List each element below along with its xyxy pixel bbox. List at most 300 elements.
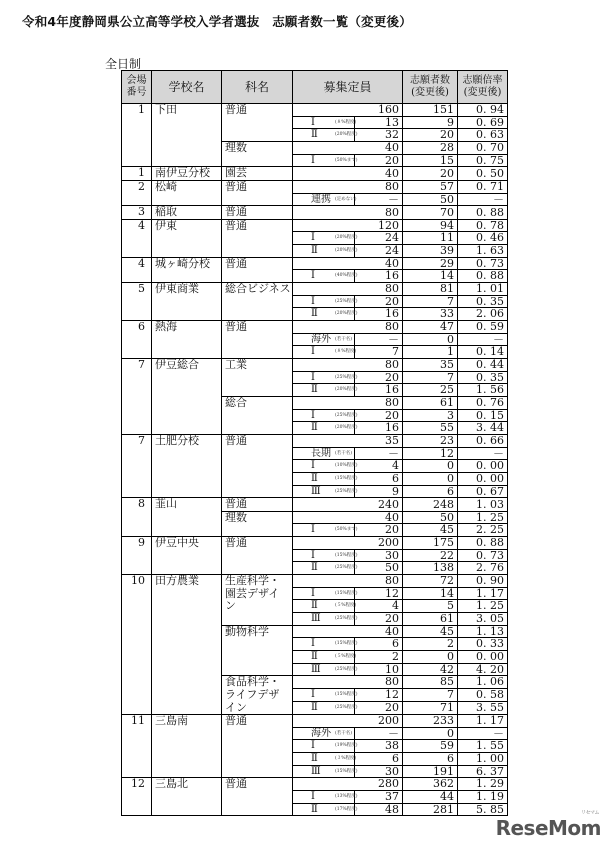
school-number: 3 xyxy=(122,206,152,220)
quota: 80 xyxy=(293,283,403,296)
ratio: 0. 90 xyxy=(458,575,508,588)
document-title: 令和4年度静岡県公立高等学校入学者選抜 志願者数一覧（変更後） xyxy=(22,14,412,29)
selection-label: Ⅱ xyxy=(311,600,318,612)
quota: 24 xyxy=(355,232,403,245)
school-name: 三島北 xyxy=(152,778,222,816)
quota: 80 xyxy=(293,359,403,372)
ratio: 0. 14 xyxy=(458,346,508,359)
table-row xyxy=(122,778,508,791)
school-name: 熱海 xyxy=(152,321,222,359)
quota: 40 xyxy=(293,167,403,181)
header-quota: 募集定員 xyxy=(293,71,403,104)
header-no xyxy=(122,71,152,104)
selection-type xyxy=(293,753,355,766)
selection-note: (５%程度) xyxy=(335,603,357,609)
ratio: 0. 78 xyxy=(458,219,508,232)
quota: 80 xyxy=(293,575,403,588)
header-school: 学校名 xyxy=(152,71,222,104)
quota: 6 xyxy=(355,753,403,766)
ratio: 0. 63 xyxy=(458,129,508,142)
selection-label: Ⅲ xyxy=(311,765,321,777)
selection-note: (15%程度) xyxy=(335,692,358,698)
selection-label: Ⅰ xyxy=(311,116,315,128)
selection-type xyxy=(293,472,358,485)
ratio: 3. 05 xyxy=(458,613,508,626)
selection-label: Ⅲ xyxy=(311,663,321,675)
header-applicants-line2: (変更後) xyxy=(411,87,449,98)
selection-type xyxy=(293,245,358,258)
quota: 80 xyxy=(293,180,403,193)
selection-type xyxy=(293,613,358,626)
applicants: 59 xyxy=(403,740,458,753)
applicants: 0 xyxy=(403,333,458,346)
ratio: 0. 69 xyxy=(458,116,508,129)
course-name: 食品科学・ライフデザイン xyxy=(222,676,293,715)
school-name: 韮山 xyxy=(152,498,222,537)
quota: 20 xyxy=(355,295,403,308)
applicants: 3 xyxy=(403,409,458,422)
selection-note: (50%まで) xyxy=(335,157,358,163)
applicants: 2 xyxy=(403,638,458,651)
selection-label: Ⅱ xyxy=(311,562,318,574)
table-row xyxy=(122,283,508,296)
selection-note: (15%程度) xyxy=(335,552,358,558)
selection-label: Ⅰ xyxy=(311,689,315,701)
header-ratio-line1: 志願倍率 xyxy=(462,75,503,86)
table-row xyxy=(122,321,508,334)
selection-note: (25%程度) xyxy=(335,565,358,571)
course-name: 普通 xyxy=(222,180,293,205)
quota: 6 xyxy=(355,472,403,485)
selection-label: Ⅱ xyxy=(311,308,318,320)
applicants: 85 xyxy=(403,676,458,689)
selection-label: Ⅰ xyxy=(311,371,315,383)
ratio: 1. 17 xyxy=(458,587,508,600)
ratio: 0. 88 xyxy=(458,270,508,283)
ratio: 0. 46 xyxy=(458,232,508,245)
selection-label: Ⅰ xyxy=(311,295,315,307)
quota: 40 xyxy=(293,625,403,638)
school-name: 南伊豆分校 xyxy=(152,167,222,181)
applicants: 23 xyxy=(403,434,458,447)
applicants: 45 xyxy=(403,625,458,638)
selection-type xyxy=(293,651,355,664)
ratio: 1. 63 xyxy=(458,245,508,258)
selection-type xyxy=(293,791,358,804)
selection-label: Ⅰ xyxy=(311,638,315,650)
table-row xyxy=(122,715,508,728)
selection-type xyxy=(293,562,358,575)
applicants: 362 xyxy=(403,778,458,791)
selection-type xyxy=(293,587,358,600)
school-name: 田方農業 xyxy=(152,575,222,715)
selection-note: (若干名) xyxy=(335,450,353,456)
quota: 160 xyxy=(293,104,403,117)
table-row xyxy=(122,434,508,447)
applicants: 72 xyxy=(403,575,458,588)
selection-label: Ⅰ xyxy=(311,460,315,472)
selection-label: Ⅱ xyxy=(311,422,318,434)
table-row xyxy=(122,537,508,550)
selection-type xyxy=(293,371,358,384)
selection-type xyxy=(293,346,355,359)
applicants: 28 xyxy=(403,141,458,154)
applicants: 0 xyxy=(403,727,458,740)
quota: 40 xyxy=(293,257,403,270)
course-name: 普通 xyxy=(222,257,293,282)
selection-label: Ⅱ xyxy=(311,651,318,663)
table-row xyxy=(122,180,508,193)
selection-note: (15%程度) xyxy=(335,768,358,774)
quota: 35 xyxy=(293,434,403,447)
applicants: 0 xyxy=(403,472,458,485)
ratio: 0. 88 xyxy=(458,206,508,220)
school-number: 12 xyxy=(122,778,152,816)
ratio: 2. 25 xyxy=(458,524,508,537)
quota: 12 xyxy=(355,689,403,702)
applicants: 39 xyxy=(403,245,458,258)
applicants: 57 xyxy=(403,180,458,193)
applicants: 281 xyxy=(403,803,458,816)
selection-note: (５%程度) xyxy=(335,654,357,660)
selection-type xyxy=(293,727,355,740)
applicants: 7 xyxy=(403,371,458,384)
school-name: 稲取 xyxy=(152,206,222,220)
selection-note: (13%程度) xyxy=(335,794,358,800)
applicants: 50 xyxy=(403,511,458,524)
quota: 80 xyxy=(293,321,403,334)
resemom-logo xyxy=(495,810,601,840)
selection-type xyxy=(293,638,358,651)
quota: － xyxy=(355,447,403,460)
applicants: 71 xyxy=(403,702,458,715)
selection-label: 海外 xyxy=(311,727,331,739)
applicants: 7 xyxy=(403,689,458,702)
applicants: 42 xyxy=(403,663,458,676)
quota: 12 xyxy=(355,587,403,600)
school-name: 下田 xyxy=(152,104,222,167)
selection-type xyxy=(293,333,355,346)
school-number: 10 xyxy=(122,575,152,715)
selection-label: Ⅰ xyxy=(311,791,315,803)
selection-label: Ⅱ xyxy=(311,753,318,765)
applicants: 81 xyxy=(403,283,458,296)
course-name: 工業 xyxy=(222,359,293,397)
ratio: 1. 56 xyxy=(458,384,508,397)
selection-note: (20%程度) xyxy=(335,248,358,254)
school-name: 伊豆中央 xyxy=(152,537,222,575)
school-name: 土肥分校 xyxy=(152,434,222,497)
quota: 240 xyxy=(293,498,403,512)
selection-note: (３%程度) xyxy=(335,756,357,762)
school-number: 4 xyxy=(122,219,152,257)
ratio: 1. 01 xyxy=(458,283,508,296)
quota: 9 xyxy=(355,485,403,498)
selection-note: (25%程度) xyxy=(335,412,358,418)
quota: － xyxy=(355,333,403,346)
applicants: 61 xyxy=(403,396,458,409)
school-number: 4 xyxy=(122,257,152,282)
selection-label: Ⅰ xyxy=(311,154,315,166)
selection-note: (20%程度) xyxy=(335,235,358,241)
selection-label: Ⅰ xyxy=(311,409,315,421)
school-number: 7 xyxy=(122,434,152,497)
ratio: 0. 75 xyxy=(458,154,508,167)
applicants: 35 xyxy=(403,359,458,372)
selection-type xyxy=(293,308,358,321)
table-row xyxy=(122,359,508,372)
ratio: 2. 76 xyxy=(458,562,508,575)
quota: 16 xyxy=(355,422,403,435)
selection-type xyxy=(293,232,358,245)
quota: 24 xyxy=(355,245,403,258)
quota: 16 xyxy=(355,308,403,321)
ratio: 0. 73 xyxy=(458,549,508,562)
selection-note: (10%程度) xyxy=(335,463,358,469)
selection-type xyxy=(293,129,358,142)
course-name: 普通 xyxy=(222,434,293,497)
selection-type xyxy=(293,524,358,537)
course-name: 総合ビジネス xyxy=(222,283,293,321)
ratio: 0. 15 xyxy=(458,409,508,422)
header-ratio-line2: (変更後) xyxy=(463,87,502,98)
ratio: 1. 06 xyxy=(458,676,508,689)
applicants: 0 xyxy=(403,460,458,473)
applicants: 191 xyxy=(403,765,458,778)
quota: 40 xyxy=(293,511,403,524)
header-no-line2: 番号 xyxy=(126,87,147,98)
selection-note: (若干名) xyxy=(335,730,353,736)
quota: 200 xyxy=(293,537,403,550)
selection-note: (25%程度) xyxy=(335,374,358,380)
ratio: － xyxy=(458,447,508,460)
logo-text: ReseMom xyxy=(495,816,601,840)
ratio: 0. 71 xyxy=(458,180,508,193)
selection-note: (17%程度) xyxy=(335,806,358,812)
selection-type xyxy=(293,116,355,129)
ratio: 4. 20 xyxy=(458,663,508,676)
ratio: 0. 70 xyxy=(458,141,508,154)
quota: 20 xyxy=(355,524,403,537)
selection-note: (25%程度) xyxy=(335,488,358,494)
selection-note: (８%程度) xyxy=(335,349,357,355)
ratio: 0. 76 xyxy=(458,396,508,409)
applicants: 20 xyxy=(403,167,458,181)
ratio: 1. 55 xyxy=(458,740,508,753)
selection-type xyxy=(293,740,358,753)
applicants: 29 xyxy=(403,257,458,270)
table-row xyxy=(122,167,508,181)
selection-type xyxy=(293,295,358,308)
applicants: 175 xyxy=(403,537,458,550)
selection-type xyxy=(293,447,355,460)
header-applicants xyxy=(403,71,458,104)
quota: 30 xyxy=(355,765,403,778)
applicants: 94 xyxy=(403,219,458,232)
school-number: 8 xyxy=(122,498,152,537)
quota: 20 xyxy=(355,154,403,167)
selection-note: (15%程度) xyxy=(335,590,358,596)
selection-note: (15%程度) xyxy=(335,641,358,647)
applicants: 61 xyxy=(403,613,458,626)
quota: 7 xyxy=(355,346,403,359)
ratio: － xyxy=(458,333,508,346)
applicants: 14 xyxy=(403,587,458,600)
ratio: 0. 44 xyxy=(458,359,508,372)
applicants: 15 xyxy=(403,154,458,167)
quota: 80 xyxy=(293,676,403,689)
selection-note: (25%程度) xyxy=(335,616,358,622)
table-header-row xyxy=(122,71,508,104)
school-name: 伊東 xyxy=(152,219,222,257)
selection-label: Ⅰ xyxy=(311,346,315,358)
selection-label: Ⅲ xyxy=(311,485,321,497)
quota: 16 xyxy=(355,384,403,397)
ratio: 0. 88 xyxy=(458,537,508,550)
selection-note: (８%程度) xyxy=(335,119,357,125)
selection-type xyxy=(293,663,358,676)
table-row xyxy=(122,206,508,220)
course-name: 理数 xyxy=(222,511,293,536)
ratio: 0. 00 xyxy=(458,472,508,485)
school-number: 5 xyxy=(122,283,152,321)
ratio: 3. 55 xyxy=(458,702,508,715)
course-name: 普通 xyxy=(222,537,293,575)
applicants: 0 xyxy=(403,651,458,664)
applicants: 14 xyxy=(403,270,458,283)
selection-type xyxy=(293,193,355,206)
quota: － xyxy=(355,193,403,206)
course-name: 理数 xyxy=(222,141,293,166)
selection-note: (20%程度) xyxy=(335,425,358,431)
selection-note: (20%程度) xyxy=(335,387,358,393)
selection-type xyxy=(293,689,358,702)
applicants-table xyxy=(121,70,508,816)
ratio: 1. 17 xyxy=(458,715,508,728)
selection-type xyxy=(293,702,358,715)
applicants: 151 xyxy=(403,104,458,117)
selection-label: Ⅰ xyxy=(311,232,315,244)
quota: 20 xyxy=(355,371,403,384)
ratio: 1. 00 xyxy=(458,753,508,766)
school-name: 城ヶ崎分校 xyxy=(152,257,222,282)
selection-label: Ⅰ xyxy=(311,270,315,282)
applicants: 47 xyxy=(403,321,458,334)
selection-label: Ⅰ xyxy=(311,740,315,752)
ratio: 0. 35 xyxy=(458,295,508,308)
quota: 16 xyxy=(355,270,403,283)
quota: 40 xyxy=(293,141,403,154)
selection-type xyxy=(293,803,358,816)
selection-type xyxy=(293,765,358,778)
course-name: 普通 xyxy=(222,498,293,512)
applicants: 6 xyxy=(403,485,458,498)
quota: 10 xyxy=(355,663,403,676)
selection-type xyxy=(293,409,358,422)
section-label: 全日制 xyxy=(105,57,142,71)
selection-type xyxy=(293,384,358,397)
ratio: 1. 19 xyxy=(458,791,508,804)
ratio: 0. 67 xyxy=(458,485,508,498)
school-number: 1 xyxy=(122,104,152,167)
ratio: 3. 44 xyxy=(458,422,508,435)
selection-note: (25%程度) xyxy=(335,705,358,711)
quota: 4 xyxy=(355,600,403,613)
school-number: 9 xyxy=(122,537,152,575)
applicants: 22 xyxy=(403,549,458,562)
school-number: 7 xyxy=(122,359,152,435)
school-name: 伊東商業 xyxy=(152,283,222,321)
selection-label: Ⅱ xyxy=(311,384,318,396)
table-row xyxy=(122,104,508,117)
table-body xyxy=(122,104,508,816)
selection-label: 連携 xyxy=(311,193,331,205)
ratio: 0. 00 xyxy=(458,460,508,473)
quota: 30 xyxy=(355,549,403,562)
quota: 200 xyxy=(293,715,403,728)
table-row xyxy=(122,575,508,588)
school-name: 三島南 xyxy=(152,715,222,778)
course-name: 生産科学・園芸デザイン xyxy=(222,575,293,626)
applicants: 33 xyxy=(403,308,458,321)
ratio: 1. 25 xyxy=(458,511,508,524)
school-name: 松崎 xyxy=(152,180,222,205)
applicants: 233 xyxy=(403,715,458,728)
ratio: 0. 33 xyxy=(458,638,508,651)
selection-type xyxy=(293,422,358,435)
selection-label: Ⅲ xyxy=(311,613,321,625)
applicants: 45 xyxy=(403,524,458,537)
course-name: 普通 xyxy=(222,778,293,816)
quota: 6 xyxy=(355,638,403,651)
ratio: － xyxy=(458,727,508,740)
selection-note: (15%程度) xyxy=(335,475,358,481)
logo-subtext: リセマム xyxy=(581,810,599,816)
ratio: 1. 13 xyxy=(458,625,508,638)
quota: 20 xyxy=(355,702,403,715)
ratio: 0. 35 xyxy=(458,371,508,384)
school-number: 11 xyxy=(122,715,152,778)
selection-note: (20%程度) xyxy=(335,132,358,138)
header-no-line1: 会場 xyxy=(126,75,147,86)
quota: 280 xyxy=(293,778,403,791)
quota: 13 xyxy=(355,116,403,129)
selection-type xyxy=(293,549,358,562)
selection-note: (19%程度) xyxy=(335,743,358,749)
quota: 48 xyxy=(355,803,403,816)
applicants: 44 xyxy=(403,791,458,804)
selection-note: (若干名) xyxy=(335,336,353,342)
quota: 80 xyxy=(293,396,403,409)
quota: 32 xyxy=(355,129,403,142)
quota: 4 xyxy=(355,460,403,473)
applicants: 12 xyxy=(403,447,458,460)
school-number: 2 xyxy=(122,180,152,205)
selection-note: (50%まで) xyxy=(335,527,358,533)
quota: 20 xyxy=(355,409,403,422)
header-ratio xyxy=(458,71,508,104)
selection-type xyxy=(293,154,358,167)
applicants: 25 xyxy=(403,384,458,397)
selection-label: Ⅱ xyxy=(311,702,318,714)
ratio: 0. 94 xyxy=(458,104,508,117)
quota: － xyxy=(355,727,403,740)
ratio: 0. 00 xyxy=(458,651,508,664)
ratio: 0. 50 xyxy=(458,167,508,181)
applicants: 138 xyxy=(403,562,458,575)
course-name: 普通 xyxy=(222,104,293,142)
table-row xyxy=(122,498,508,512)
